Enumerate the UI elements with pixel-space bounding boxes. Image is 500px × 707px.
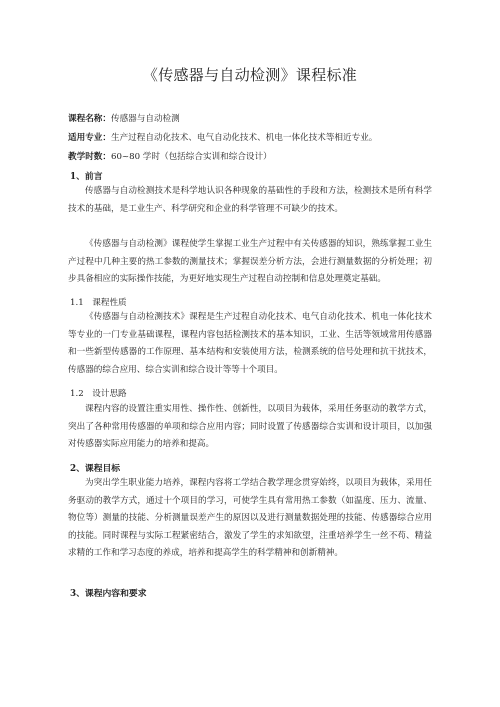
document-title: 《传感器与自动检测》课程标准 xyxy=(142,66,358,84)
course-name-label: 课程名称： xyxy=(68,114,111,124)
hours-label: 教学时数： xyxy=(68,152,111,162)
meta-applicable-major xyxy=(68,131,377,143)
course-name-value: 传感器与自动检测 xyxy=(110,114,180,124)
paragraph-design-idea: 课程内容的设置注重实用性、操作性、创新性，以项目为载体，采用任务驱动的教学方式，突出了各种常用传感器的单项和综合应用内容；同时设置了传感器综合实训和设计项目，以加强对传感器实际应用能力的培养和提高。 xyxy=(68,404,432,450)
paragraph-course-nature: 《传感器与自动检测技术》课程是生产过程自动化技术、电气自动化技术、机电一体化技术等专业的一门专业基础课程，课程内容包括检测技术的基本知识，工业、生活等领域常用传感器和一些新型传感器的工作原理、基本结构和安装使用方法，检测系统的信号处理和抗干扰技术，传感器的综合应用、综合实训和综合设计等等十个项目。 xyxy=(68,312,432,375)
subsection-heading-design-idea: 1.2 设计思路 xyxy=(70,389,127,399)
section-heading-course-objectives: 2、课程目标 xyxy=(70,464,121,474)
meta-teaching-hours xyxy=(68,150,272,162)
hours-value: 60~80 学时（包括综合实训和综合设计） xyxy=(110,152,272,162)
section-heading-preface: 1、前言 xyxy=(70,172,103,182)
section-heading-course-content: 3、课程内容和要求 xyxy=(70,589,147,599)
paragraph-course-objectives: 为突出学生职业能力培养，课程内容将工学结合教学理念贯穿始终，以项目为载体，采用任务驱动的教学方式，通过十个项目的学习，可使学生具有常用热工参数（如温度、压力、流量、物位等）测量的技能、分析测量误差产生的原因以及进行测量数据处理的技能、传感器综合应用的技能。同时课程与实际工程紧密结合，激发了学生的求知欲望，注重培养学生一丝不苟、精益求精的工作和学习态度的养成，培养和提高学生的科学精神和创新精神。 xyxy=(68,478,432,559)
major-value: 生产过程自动化技术、电气自动化技术、机电一体化技术等相近专业。 xyxy=(110,133,378,143)
major-label: 适用专业： xyxy=(68,133,111,143)
subsection-heading-course-nature: 1.1 课程性质 xyxy=(70,298,127,308)
paragraph-preface-1: 传感器与自动检测技术是科学地认识各种现象的基础性的手段和方法，检测技术是所有科学技术的基础，是工业生产、科学研究和企业的科学管理不可缺少的技术。 xyxy=(68,186,432,214)
meta-course-name xyxy=(68,112,180,124)
paragraph-preface-2: 《传感器与自动检测》课程使学生掌握工业生产过程中有关传感器的知识，熟练掌握工业生产过程中几种主要的热工参数的测量技术；掌握误差分析方法，会进行测量数据的分析处理；初步具备相应的实际操作技能，为更好地实现生产过程自动控制和信息处理奠定基础。 xyxy=(68,239,432,285)
